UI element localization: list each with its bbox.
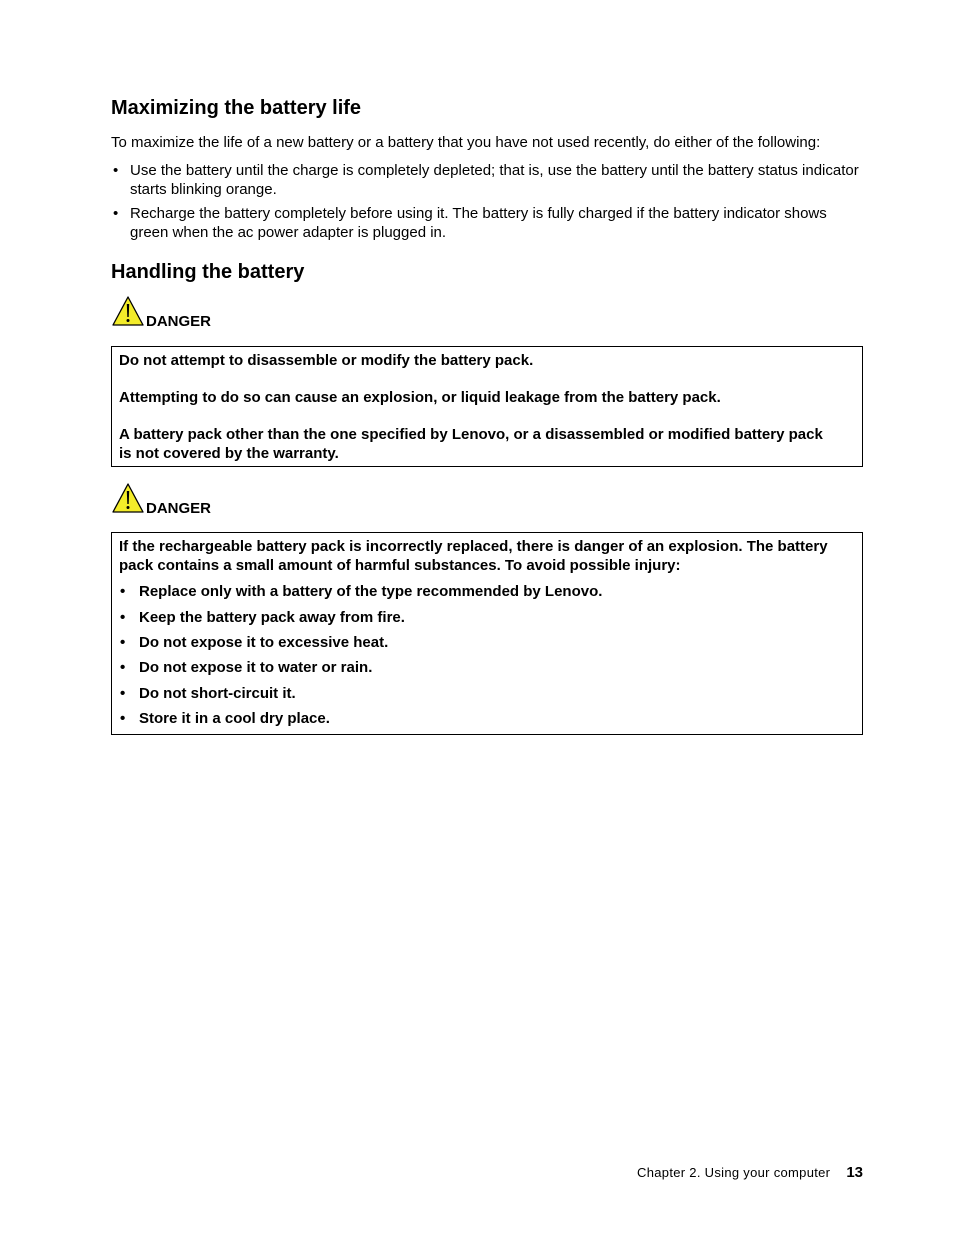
bullet-glyph: • — [120, 659, 126, 676]
footer-chapter-title: Chapter 2. Using your computer — [637, 1165, 831, 1180]
bullet-glyph: • — [120, 609, 126, 626]
list-item-text: Replace only with a battery of the type recommended by Lenovo. — [139, 583, 603, 600]
maximizing-intro-text: To maximize the life of a new battery or a battery that you have not used recently, do either of the following: — [111, 134, 821, 151]
bullet-glyph: • — [113, 205, 119, 222]
danger-header-1 — [111, 295, 311, 329]
list-item-text: Keep the battery pack away from fire. — [139, 609, 405, 626]
list-item — [119, 608, 405, 627]
bullet-glyph: • — [120, 685, 126, 702]
list-item-text: Store it in a cool dry place. — [139, 710, 330, 727]
danger2-intro: If the rechargeable battery pack is incorrectly replaced, there is danger of an explosion. The battery pack contains a small amount of harmful substances. To avoid possible injury: — [119, 538, 828, 574]
danger1-paragraph-3: A battery pack other than the one specified by Lenovo, or a disassembled or modified battery pack is not covered by the warranty. — [119, 426, 823, 462]
page-footer — [637, 1164, 863, 1181]
danger-label: DANGER — [146, 500, 212, 517]
bullet-text: Use the battery until the charge is completely depleted; that is, use the battery until the battery status indicator starts blinking orange. — [130, 162, 859, 198]
list-item — [119, 658, 372, 677]
bullet-glyph: • — [120, 583, 126, 600]
danger1-paragraph-2: Attempting to do so can cause an explosion, or liquid leakage from the battery pack. — [119, 389, 721, 406]
danger-box-2 — [111, 532, 863, 735]
page-number: 13 — [846, 1164, 863, 1181]
list-item-text: Do not expose it to water or rain. — [139, 659, 373, 676]
list-item — [111, 204, 863, 242]
warning-triangle-icon — [111, 482, 145, 514]
danger1-paragraph-1: Do not attempt to disassemble or modify the battery pack. — [119, 352, 534, 369]
warning-triangle-icon — [111, 295, 145, 327]
bullet-glyph: • — [113, 162, 119, 179]
maximizing-bullet-list-2 — [111, 204, 863, 242]
maximizing-bullet-list-1 — [111, 161, 863, 199]
danger-box-1 — [111, 346, 863, 467]
bullet-glyph: • — [120, 710, 126, 727]
heading-maximizing-battery-life: Maximizing the battery life — [111, 97, 362, 119]
list-item — [119, 684, 296, 703]
bullet-text: Recharge the battery completely before using it. The battery is fully charged if the battery indicator shows green when the ac power adapter is plugged in. — [130, 205, 827, 241]
list-item — [111, 161, 863, 199]
list-item — [119, 633, 388, 652]
heading-handling-the-battery: Handling the battery — [111, 261, 305, 283]
list-item-text: Do not short-circuit it. — [139, 685, 296, 702]
danger-label: DANGER — [146, 313, 212, 330]
list-item — [119, 582, 602, 601]
list-item-text: Do not expose it to excessive heat. — [139, 634, 389, 651]
list-item — [119, 709, 330, 728]
danger-header-2 — [111, 482, 311, 516]
bullet-glyph: • — [120, 634, 126, 651]
